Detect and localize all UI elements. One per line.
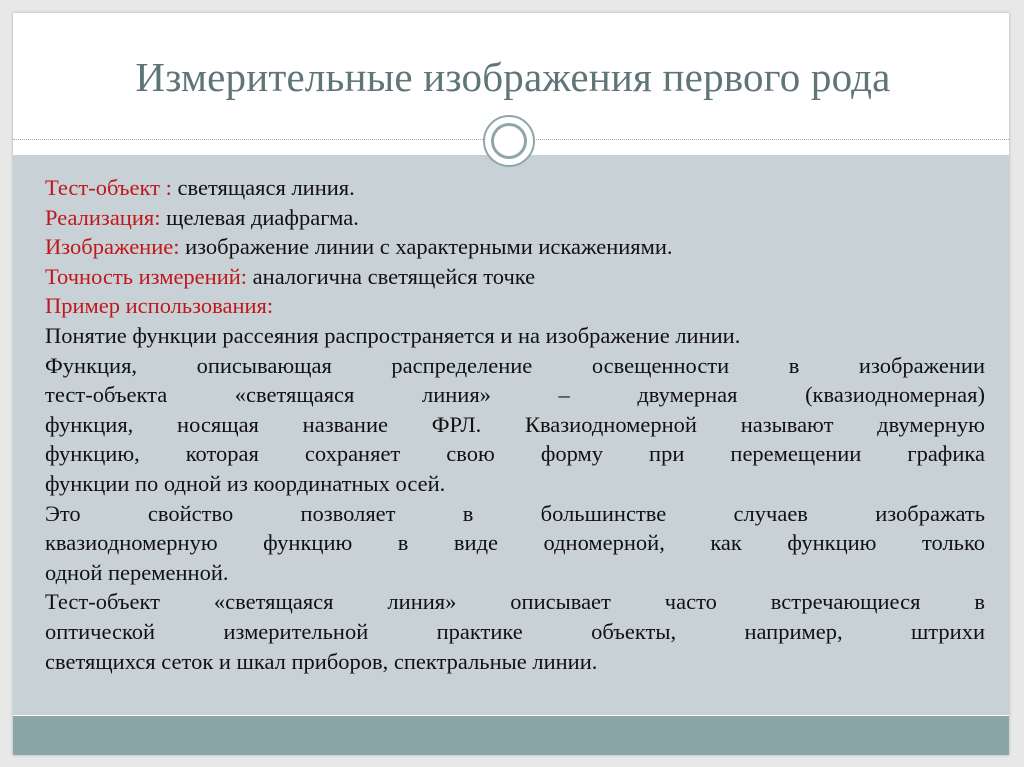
definition-label: Пример использования: (45, 293, 274, 319)
definition-label: Изображение: (45, 234, 186, 260)
paragraph-line: функцию, которая сохраняет свою форму при перемещении графика (45, 441, 985, 467)
content-area (13, 155, 1009, 715)
definition-text: аналогична светящейся точке (252, 263, 536, 289)
paragraph-line: оптической измерительной практике объекты, например, штрихи (45, 618, 985, 644)
decorative-circle-icon (483, 115, 535, 167)
definition-label: Тест-объект : (45, 175, 178, 200)
paragraph-line: Это свойство позволяет в большинстве случаев изображать (45, 500, 985, 526)
paragraph-line: Тест-объект «светящаяся линия» описывает часто встречающиеся в (45, 589, 985, 615)
paragraph-line: функция, носящая название ФРЛ. Квазиодномерной называют двумерную (45, 411, 985, 437)
decorative-inner-circle-icon (491, 123, 527, 159)
paragraph-line: квазиодномерную функцию в виде одномерной, как функцию только (45, 530, 985, 556)
definition-line-realization (45, 203, 985, 233)
definition-label: Точность измерений: (45, 263, 253, 289)
slide-frame (13, 13, 1009, 755)
definition-label: Реализация: (45, 204, 167, 230)
paragraph-line: тест-объекта «светящаяся линия» – двумерная (квазиодномерная) (45, 382, 985, 408)
definition-line-example (45, 291, 985, 321)
definition-text: щелевая диафрагма. (166, 204, 359, 230)
content-text (45, 173, 985, 676)
definition-text: светящаяся линия. (177, 175, 355, 200)
paragraph-line: светящихся сеток и шкал приборов, спектральные линии. (45, 648, 598, 674)
definition-line-test-object (45, 173, 985, 203)
definition-line-image (45, 232, 985, 262)
paragraph-line: Функция, описывающая распределение освещенности в изображении (45, 352, 985, 378)
paragraph-line: одной переменной. (45, 559, 229, 585)
definition-text: изображение линии с характерными искажениями. (185, 234, 673, 260)
bottom-bar (13, 716, 1009, 755)
definition-line-accuracy (45, 262, 985, 292)
paragraph-line: функции по одной из координатных осей. (45, 470, 446, 496)
slide-title: Измерительные изображения первого рода (135, 54, 891, 100)
paragraph-line: Понятие функции рассеяния распространяется и на изображение линии. (45, 322, 741, 348)
